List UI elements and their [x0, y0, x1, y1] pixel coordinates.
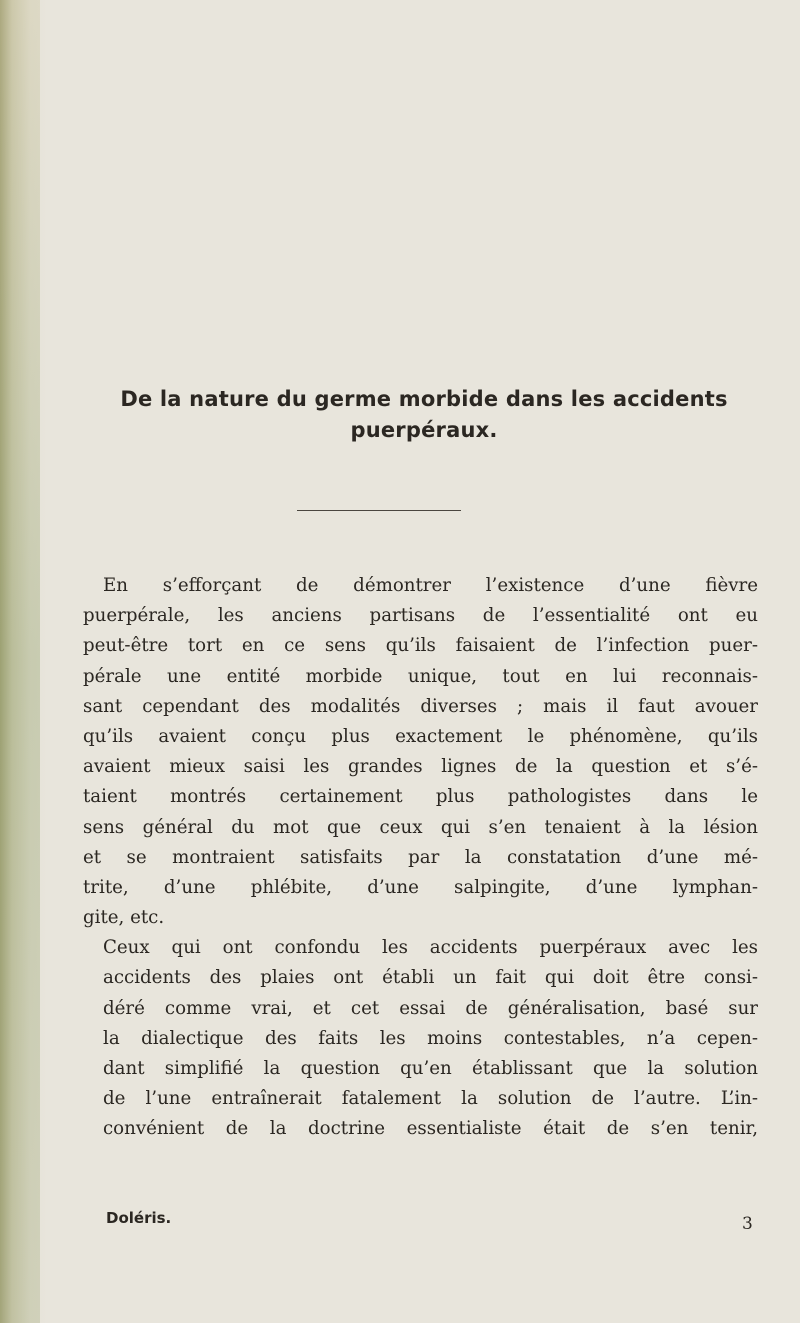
- text-line: accidents des plaies ont établi un fait qui doit être consi-: [103, 967, 758, 989]
- text-line: pérale une entité morbide unique, tout en lui reconnais-: [83, 665, 758, 687]
- text-line: de l’une entraînerait fatalement la solution de l’autre. L’in-: [103, 1088, 758, 1110]
- text-line: puerpérale, les anciens partisans de l’essentialité ont eu: [83, 605, 758, 627]
- text-line: gite, etc.: [83, 907, 165, 929]
- text-line: Ceux qui ont confondu les accidents puerpéraux avec les: [103, 937, 758, 959]
- text-line: sens général du mot que ceux qui s’en tenaient à la lésion: [83, 816, 758, 838]
- page-binding-shadow: [0, 0, 40, 1323]
- paragraph-2: [83, 933, 758, 1144]
- text-line: En s’efforçant de démontrer l’existence d’une fièvre: [103, 575, 758, 596]
- text-line: sant cependant des modalités diverses ; mais il faut avouer: [83, 695, 758, 717]
- signature-number: 3: [742, 1214, 753, 1234]
- paragraph-1: [83, 571, 758, 933]
- signature-mark: Doléris.: [106, 1209, 172, 1227]
- text-line: qu’ils avaient conçu plus exactement le phénomène, qu’ils: [83, 725, 758, 747]
- chapter-title-line-2: puerpéraux.: [350, 418, 498, 442]
- text-line: avaient mieux saisi les grandes lignes de la question et s’é-: [83, 756, 758, 778]
- text-line: dant simplifié la question qu’en établissant que la solution: [103, 1058, 758, 1079]
- text-line: peut-être tort en ce sens qu’ils faisaient de l’infection puer-: [83, 635, 758, 657]
- chapter-title-line-1: De la nature du germe morbide dans les accidents: [120, 387, 728, 411]
- text-line: déré comme vrai, et cet essai de généralisation, basé sur: [103, 997, 758, 1019]
- chapter-title: [84, 384, 764, 446]
- text-line: convénient de la doctrine essentialiste était de s’en tenir,: [103, 1118, 758, 1140]
- text-line: la dialectique des faits les moins contestables, n’a cepen-: [103, 1027, 758, 1049]
- title-separator-rule: [297, 510, 461, 511]
- body-text: [83, 571, 758, 1145]
- text-line: et se montraient satisfaits par la constatation d’une mé-: [83, 846, 758, 868]
- text-line: trite, d’une phlébite, d’une salpingite, d’une lymphan-: [83, 876, 758, 898]
- text-line: taient montrés certainement plus pathologistes dans le: [83, 786, 758, 808]
